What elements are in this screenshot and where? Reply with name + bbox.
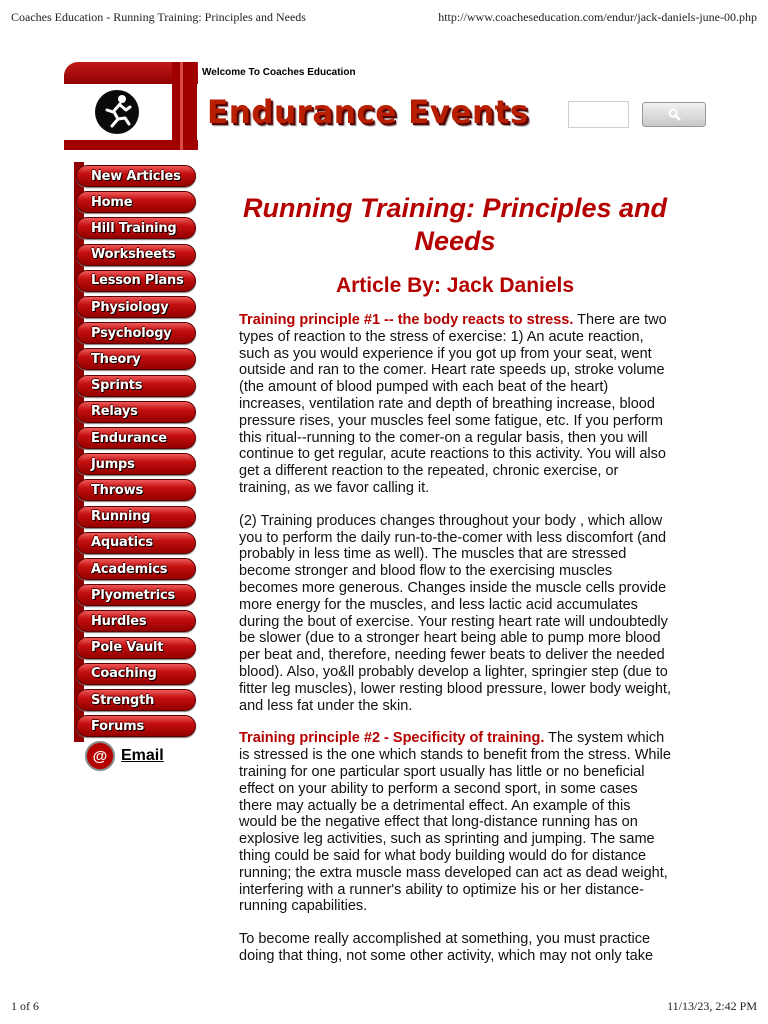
print-header	[0, 10, 768, 26]
nav-home[interactable]: Home	[76, 191, 196, 213]
nav-running[interactable]: Running	[76, 506, 196, 528]
nav-throws[interactable]: Throws	[76, 479, 196, 501]
nav-endurance[interactable]: Endurance	[76, 427, 196, 449]
print-page-title: Coaches Education - Running Training: Principles and Needs	[11, 10, 306, 24]
search-icon	[668, 108, 681, 121]
nav-strength[interactable]: Strength	[76, 689, 196, 711]
nav-hill-training[interactable]: Hill Training	[76, 217, 196, 239]
nav-psychology[interactable]: Psychology	[76, 322, 196, 344]
paragraph-2: (2) Training produces changes throughout your body , which allow you to perform the daily run-to-the-comer with less discomfort (and probably in less time as well). The muscles that are stressed become stronger and blood flow to the exercising muscles becomes more generous. Changes inside the muscle cells provide more energy for the muscles, and less lactic acid accumulates during the bout of exercise. Your resting heart rate will undoubtedly be slower (due to a stronger heart being able to pump more blood per beat and, therefore, needing fewer beats to deliver the needed blood). Also, yo&ll probably develop a lighter, springier step (due to fitter leg muscles), lower resting blood pressure, lower body weight, and less fat under the skin.	[239, 512, 671, 714]
section-banner: Endurance Events	[207, 93, 529, 131]
principle-2-heading: Training principle #2 - Specificity of training.	[239, 730, 545, 747]
header-divider	[172, 62, 197, 150]
nav-aquatics[interactable]: Aquatics	[76, 532, 196, 554]
nav-theory[interactable]: Theory	[76, 348, 196, 370]
article-byline: Article By: Jack Daniels	[335, 274, 575, 297]
nav-lesson-plans[interactable]: Lesson Plans	[76, 270, 196, 292]
nav-academics[interactable]: Academics	[76, 558, 196, 580]
nav-pole-vault[interactable]: Pole Vault	[76, 637, 196, 659]
paragraph-3	[239, 730, 671, 915]
paragraph-4: To become really accomplished at something, you must practice doing that thing, not some other activity, which may not only take	[239, 931, 654, 964]
print-page-number: 1 of 6	[11, 999, 39, 1013]
print-datetime: 11/13/23, 2:42 PM	[667, 999, 757, 1013]
article-header	[222, 192, 688, 299]
nav-forums[interactable]: Forums	[76, 715, 196, 737]
runner-logo-icon	[93, 88, 141, 136]
print-url: http://www.coacheseducation.com/endur/jack-daniels-june-00.php	[438, 10, 757, 24]
principle-1-heading: Training principle #1 -- the body reacts to stress.	[239, 312, 574, 328]
nav-sprints[interactable]: Sprints	[76, 375, 196, 397]
at-sign-icon[interactable]: @	[85, 741, 115, 771]
welcome-text: Welcome To Coaches Education	[202, 67, 356, 78]
nav-new-articles[interactable]: New Articles	[76, 165, 196, 187]
print-footer	[0, 999, 768, 1015]
nav-relays[interactable]: Relays	[76, 401, 196, 423]
paragraph-1-text: There are two types of reaction to the stress of exercise: 1) An acute reaction, such as you would experience if you got up from your seat, went outside and ran to the comer. Heart rate speeds up, stroke volume (the amount of blood pumped with each beat of the heart) increases, ventilation rate and depth of breathing increase, blood pressure rises, your muscles feel some fatigue, etc. If you perform this ritual--running to the comer-on a regular basis, then you will continue to get regular, acute reactions to this activity. You will also get a different reaction to the repeated, chronic exercise, or training, as we favor calling it.	[239, 312, 667, 496]
article-title: Running Training: Principles and Needs	[242, 193, 668, 256]
article-body	[239, 312, 671, 981]
nav-worksheets[interactable]: Worksheets	[76, 244, 196, 266]
search-input[interactable]	[568, 101, 629, 128]
nav-jumps[interactable]: Jumps	[76, 453, 196, 475]
email-link[interactable]: Email	[121, 747, 164, 764]
email-link-group[interactable]	[85, 741, 164, 771]
nav-physiology[interactable]: Physiology	[76, 296, 196, 318]
nav-coaching[interactable]: Coaching	[76, 663, 196, 685]
paragraph-3-text: The system which is stressed is the one which stands to benefit from the stress. While training for one particular sport usually has little or no beneficial effect on your ability to perform a second sport, in some cases there may actually be a detrimental effect. An example of this would be the negative effect that long-distance running has on explosive leg activities, such as sprinting and jumping. The same thing could be said for what body building would do for distance running; the extra muscle mass developed can act as dead weight, interfering with a runner's ability to optimize his or her distance-running capabilities.	[239, 730, 671, 915]
search-button[interactable]	[642, 102, 706, 127]
nav-plyometrics[interactable]: Plyometrics	[76, 584, 196, 606]
nav-hurdles[interactable]: Hurdles	[76, 610, 196, 632]
paragraph-1	[239, 312, 671, 497]
